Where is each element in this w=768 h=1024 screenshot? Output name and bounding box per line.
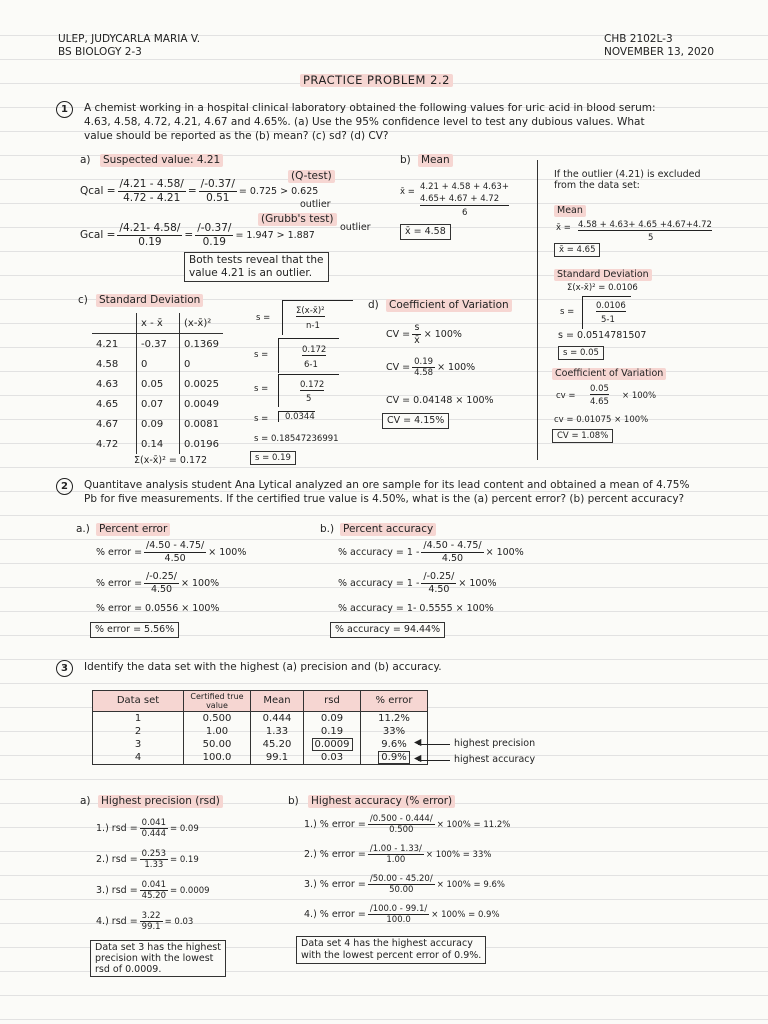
dataset-cell-value: 0.19 bbox=[320, 726, 344, 737]
dataset-table-cell bbox=[93, 738, 184, 751]
right-mean-denominator: 5 bbox=[648, 233, 654, 243]
sd-table-cell: 0.05 bbox=[137, 374, 180, 394]
mean-numerator: 4.21 + 4.58 + 4.63+ 4.65+ 4.67 + 4.72 bbox=[420, 182, 509, 204]
right-cv-value: cv = 0.01075 × 100% bbox=[554, 415, 649, 425]
sd-col-header: (x-x̄)² bbox=[180, 313, 224, 334]
sd-table-row bbox=[92, 434, 223, 454]
sd-step2-num: 0.172 bbox=[302, 345, 327, 355]
sd-step3-num: 0.172 bbox=[300, 380, 325, 390]
dataset-col-header: Certified true value bbox=[184, 691, 251, 712]
dataset-cell-value: 45.20 bbox=[262, 739, 292, 750]
mean-denominator: 6 bbox=[462, 208, 468, 218]
dataset-col-header: % error bbox=[361, 691, 428, 712]
dataset-table-cell bbox=[184, 725, 251, 738]
sd-step5: s = 0.18547236991 bbox=[254, 434, 339, 444]
qcal-equation: Qcal = $\frac{/4.21 - 4.58/}{4.72 - 4.21}$ = $\frac{/-0.37/}{0.51}$ = 0.725 > 0.625 bbox=[80, 178, 319, 204]
sd-table-cell: 4.72 bbox=[96, 438, 119, 450]
p1c-label: c) bbox=[78, 294, 88, 306]
sd-table-cell: 4.58 bbox=[96, 358, 119, 370]
right-mean-xbar: x̄ = bbox=[556, 223, 571, 233]
p3a-heading: Highest precision (rsd) bbox=[98, 795, 223, 808]
dataset-table-row bbox=[93, 751, 428, 765]
sd-table-cell: 0.0196 bbox=[180, 434, 224, 454]
sd-col-header: x - x̄ bbox=[137, 313, 180, 334]
sd-table-row bbox=[92, 414, 223, 434]
sd-table-cell: 0.14 bbox=[137, 434, 180, 454]
dataset-table-row bbox=[93, 738, 428, 751]
right-cv-result: CV = 1.08% bbox=[552, 429, 613, 443]
sd-table-row bbox=[92, 394, 223, 414]
p2a-step1: % error = $\frac{/4.50 - 4.75/}{4.50}$ × 100% bbox=[96, 540, 247, 564]
sd-step2-label: s = bbox=[254, 350, 269, 360]
dataset-table-cell bbox=[93, 712, 184, 726]
mean-result-box: x̄ = 4.58 bbox=[400, 224, 451, 240]
p3a-label: a) bbox=[80, 795, 91, 807]
dataset-table-cell bbox=[304, 712, 361, 726]
right-sd-heading: Standard Deviation bbox=[554, 269, 652, 281]
dataset-cell-value: 4 bbox=[134, 752, 142, 763]
arrow-precision-line bbox=[418, 744, 450, 745]
p2a-step3: % error = 0.0556 × 100% bbox=[96, 603, 220, 614]
dataset-cell-value: 1 bbox=[134, 713, 142, 724]
dataset-col-header: rsd bbox=[304, 691, 361, 712]
p1a-heading: Suspected value: 4.21 bbox=[100, 154, 223, 167]
dataset-cell-value: 0.500 bbox=[202, 713, 232, 724]
date: NOVEMBER 13, 2020 bbox=[604, 46, 715, 58]
p3a-conclusion-box: Data set 3 has the highest precision with the lowest rsd of 0.0009. bbox=[90, 940, 226, 977]
qtest-outlier: outlier bbox=[300, 199, 331, 210]
dataset-table bbox=[92, 690, 428, 765]
dataset-table-cell bbox=[304, 751, 361, 765]
sd-result-box: s = 0.19 bbox=[250, 451, 296, 465]
sd-table-cell: 0.07 bbox=[137, 394, 180, 414]
p2a-step2: % error = $\frac{/-0.25/}{4.50}$ × 100% bbox=[96, 571, 220, 595]
dataset-table-cell bbox=[304, 725, 361, 738]
p2b-step1: % accuracy = 1 - $\frac{/4.50 - 4.75/}{4.50}$ × 100% bbox=[338, 540, 524, 564]
p2b-step2: % accuracy = 1 - $\frac{/-0.25/}{4.50}$ × 100% bbox=[338, 571, 497, 595]
right-s-eq: s = bbox=[560, 307, 575, 317]
dataset-cell-value: 0.0009 bbox=[312, 738, 353, 751]
cv-substitution: CV = $\frac{0.19}{4.58}$ × 100% bbox=[386, 357, 476, 378]
p2b-step3: % accuracy = 1- 0.5555 × 100% bbox=[338, 603, 494, 614]
gcal-equation: Gcal = $\frac{/4.21- 4.58/}{0.19}$ = $\frac{/-0.37/}{0.19}$ = 1.947 > 1.887 bbox=[80, 222, 315, 248]
sd-table-wrap bbox=[92, 313, 223, 454]
dataset-cell-value: 1.33 bbox=[265, 726, 289, 737]
p1d-label: d) bbox=[368, 299, 379, 311]
dataset-cell-value: 33% bbox=[382, 726, 406, 737]
sd-step3-label: s = bbox=[254, 384, 269, 394]
p1-text-line-2: 4.63, 4.58, 4.72, 4.21, 4.67 and 4.65%. (a) Use the 95% confidence level to test any dubious values. What bbox=[84, 116, 645, 128]
sd-table-cell: 0 bbox=[180, 354, 224, 374]
p3b-label: b) bbox=[288, 795, 299, 807]
p2-text-line-2: Pb for five measurements. If the certified true value is 4.50%, what is the (a) percent error? (b) percent accuracy? bbox=[84, 493, 685, 505]
dataset-cell-value: 0.9% bbox=[378, 751, 409, 764]
right-cv-heading: Coefficient of Variation bbox=[552, 368, 666, 380]
sd-step4-value: 0.0344 bbox=[278, 411, 315, 422]
sd-table-cell: 0.0081 bbox=[180, 414, 224, 434]
p1a-conclusion-box: Both tests reveal that the value 4.21 is an outlier. bbox=[184, 252, 329, 282]
dataset-col-header: Data set bbox=[93, 691, 184, 712]
student-name: ULEP, JUDYCARLA MARIA V. bbox=[58, 33, 201, 45]
p2b-label: b.) bbox=[320, 523, 335, 535]
p1-text-line-1: A chemist working in a hospital clinical laboratory obtained the following values for uric acid in blood serum: bbox=[84, 102, 656, 114]
right-s-value: s = 0.0514781507 bbox=[558, 330, 647, 341]
p1b-label: b) bbox=[400, 154, 411, 166]
p2-text-line-1: Quantitave analysis student Ana Lytical analyzed an ore sample for its lead content and obtained a mean of 4.75% bbox=[84, 479, 690, 491]
rsd-item: 1.) rsd = $\frac{0.041}{0.444}$ = 0.09 bbox=[96, 818, 199, 839]
sd-table-cell: 0.0049 bbox=[180, 394, 224, 414]
problem-number-3: 3 bbox=[56, 660, 73, 677]
page-title: PRACTICE PROBLEM 2.2 bbox=[300, 74, 453, 87]
sd-table-cell: 0 bbox=[137, 354, 180, 374]
cv-decimal: CV = 0.04148 × 100% bbox=[386, 395, 494, 406]
qtest-label: (Q-test) bbox=[288, 170, 335, 183]
p1-text-line-3: value should be reported as the (b) mean? (c) sd? (d) CV? bbox=[84, 130, 389, 142]
sd-step3-den: 5 bbox=[306, 394, 312, 404]
p1d-heading: Coefficient of Variation bbox=[386, 299, 512, 312]
right-cv-num: 0.05 bbox=[590, 384, 609, 394]
p1c-heading: Standard Deviation bbox=[96, 294, 203, 307]
sd-step1-label: s = bbox=[256, 313, 271, 323]
p3-text: Identify the data set with the highest (a) precision and (b) accuracy. bbox=[84, 661, 442, 673]
course-code: CHB 2102L-3 bbox=[604, 33, 673, 45]
sd-table-cell: 4.21 bbox=[96, 338, 119, 350]
dataset-table-cell bbox=[251, 738, 304, 751]
dataset-cell-value: 100.0 bbox=[202, 752, 232, 763]
sd-step1-den: n-1 bbox=[306, 321, 320, 331]
right-s-den: 5-1 bbox=[601, 315, 615, 325]
cv-result-box: CV = 4.15% bbox=[382, 413, 449, 429]
sd-table-cell: 4.67 bbox=[96, 418, 119, 430]
p1a-label: a) bbox=[80, 154, 91, 166]
arrow-accuracy-label: highest accuracy bbox=[454, 754, 536, 765]
p1b-heading: Mean bbox=[418, 154, 453, 167]
sd-table-cell: -0.37 bbox=[137, 334, 180, 355]
right-sum-sq: Σ(x-x̄)² = 0.0106 bbox=[567, 283, 638, 293]
dataset-cell-value: 11.2% bbox=[378, 713, 410, 724]
dataset-table-cell bbox=[251, 725, 304, 738]
sd-table-row bbox=[92, 374, 223, 394]
rsd-item: 3.) rsd = $\frac{0.041}{45.20}$ = 0.0009 bbox=[96, 880, 210, 901]
sd-table-cell: 4.63 bbox=[96, 378, 119, 390]
right-s-result: s = 0.05 bbox=[558, 346, 604, 360]
sd-sum: Σ(x-x̄)² = 0.172 bbox=[134, 455, 208, 466]
dataset-table-cell bbox=[304, 738, 361, 751]
sd-col-header bbox=[92, 313, 137, 334]
percent-error-item: 2.) % error = $\frac{/1.00 - 1.33/}{1.00}$ × 100% = 33% bbox=[304, 844, 492, 865]
p2a-heading: Percent error bbox=[96, 523, 170, 536]
right-cv-eq: cv = bbox=[556, 391, 576, 401]
dataset-table-cell bbox=[251, 712, 304, 726]
right-mean-result: x̄ = 4.65 bbox=[554, 243, 600, 257]
rsd-item: 4.) rsd = $\frac{3.22}{99.1}$ = 0.03 bbox=[96, 911, 194, 932]
right-cv-mult: × 100% bbox=[622, 391, 657, 401]
arrow-precision-label: highest precision bbox=[454, 738, 536, 749]
percent-error-item: 4.) % error = $\frac{/100.0 - 99.1/}{100.0}$ × 100% = 0.9% bbox=[304, 904, 500, 925]
problem-number-2: 2 bbox=[56, 478, 73, 495]
sd-table-row bbox=[92, 354, 223, 374]
percent-error-item: 3.) % error = $\frac{/50.00 - 45.20/}{50.00}$ × 100% = 9.6% bbox=[304, 874, 505, 895]
sd-table-header bbox=[92, 313, 223, 334]
mean-xbar: x̄ = bbox=[400, 187, 415, 197]
percent-error-item: 1.) % error = $\frac{/0.500 - 0.444/}{0.500}$ × 100% = 11.2% bbox=[304, 814, 511, 835]
sd-table-cell: 0.1369 bbox=[180, 334, 224, 355]
rsd-item: 2.) rsd = $\frac{0.253}{1.33}$ = 0.19 bbox=[96, 849, 199, 870]
dataset-cell-value: 0.444 bbox=[262, 713, 292, 724]
dataset-table-wrap bbox=[92, 690, 428, 765]
dataset-table-cell bbox=[184, 712, 251, 726]
dataset-cell-value: 9.6% bbox=[381, 739, 407, 750]
sd-step4-label: s = bbox=[254, 414, 269, 424]
right-mean-numerator: 4.58 + 4.63+ 4.65 +4.67+4.72 bbox=[578, 220, 712, 230]
arrow-accuracy-head: ◀ bbox=[414, 753, 422, 764]
dataset-table-cell bbox=[93, 751, 184, 765]
dataset-table-cell bbox=[184, 751, 251, 765]
p3b-heading: Highest accuracy (% error) bbox=[308, 795, 455, 808]
p2b-result-box: % accuracy = 94.44% bbox=[330, 622, 445, 638]
sd-table-cell: 0.0025 bbox=[180, 374, 224, 394]
dataset-col-header: Mean bbox=[251, 691, 304, 712]
dataset-cell-value: 1.00 bbox=[205, 726, 229, 737]
dataset-table-cell bbox=[184, 738, 251, 751]
dataset-cell-value: 3 bbox=[134, 739, 142, 750]
divider-line bbox=[537, 160, 538, 460]
sd-step1-num: Σ(x-x̄)² bbox=[296, 306, 325, 316]
problem-number-1: 1 bbox=[56, 101, 73, 118]
dataset-table-cell bbox=[361, 712, 428, 726]
sd-table-cell: 0.09 bbox=[137, 414, 180, 434]
dataset-table-row bbox=[93, 712, 428, 726]
dataset-table-row bbox=[93, 725, 428, 738]
sd-step2-den: 6-1 bbox=[304, 360, 318, 370]
p2b-heading: Percent accuracy bbox=[340, 523, 436, 536]
arrow-accuracy-line bbox=[418, 760, 450, 761]
outlier-excluded-note: If the outlier (4.21) is excluded from the data set: bbox=[554, 169, 701, 191]
dataset-table-cell bbox=[93, 725, 184, 738]
right-mean-heading: Mean bbox=[554, 205, 586, 217]
student-program: BS BIOLOGY 2-3 bbox=[58, 46, 142, 58]
grubbs-label: (Grubb's test) bbox=[258, 213, 337, 226]
p2a-result-box: % error = 5.56% bbox=[90, 622, 179, 638]
dataset-table-cell bbox=[251, 751, 304, 765]
sd-table-row bbox=[92, 334, 223, 355]
arrow-precision-head: ◀ bbox=[414, 737, 422, 748]
sd-table-cell: 4.65 bbox=[96, 398, 119, 410]
right-s-num: 0.0106 bbox=[596, 301, 626, 311]
dataset-cell-value: 50.00 bbox=[202, 739, 232, 750]
dataset-table-header bbox=[93, 691, 428, 712]
sd-table bbox=[92, 313, 223, 454]
p2a-label: a.) bbox=[76, 523, 90, 535]
cv-formula: CV = $\frac{s}{x̄}$ × 100% bbox=[386, 322, 462, 346]
p3b-conclusion-box: Data set 4 has the highest accuracy with the lowest percent error of 0.9%. bbox=[296, 936, 486, 964]
dataset-cell-value: 99.1 bbox=[265, 752, 289, 763]
dataset-cell-value: 2 bbox=[134, 726, 142, 737]
right-cv-den: 4.65 bbox=[590, 397, 609, 407]
dataset-cell-value: 0.09 bbox=[320, 713, 344, 724]
grubbs-outlier: outlier bbox=[340, 222, 371, 233]
dataset-cell-value: 0.03 bbox=[320, 752, 344, 763]
